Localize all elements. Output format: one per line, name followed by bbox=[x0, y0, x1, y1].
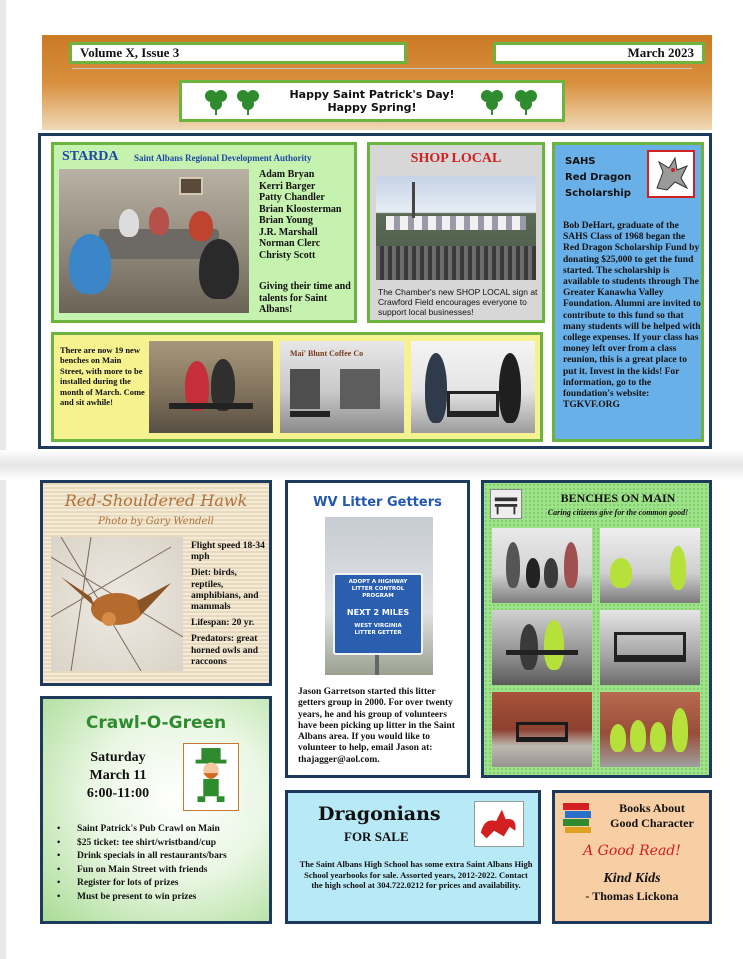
crawl-detail-item: • Must be present to win prizes bbox=[57, 891, 271, 905]
section-divider bbox=[0, 450, 743, 480]
shop-local-card bbox=[367, 142, 545, 323]
crawl-detail-item: • Fun on Main Street with friends bbox=[57, 864, 271, 878]
shop-local-caption: The Chamber's new SHOP LOCAL sign at Crawford Field encourages everyone to support local businesses! bbox=[378, 287, 538, 317]
hawk-title: Red-Shouldered Hawk bbox=[64, 491, 248, 510]
welsh-dragon-image bbox=[474, 801, 524, 847]
crawl-title: Crawl-O-Green bbox=[85, 713, 227, 733]
crawl-event-info bbox=[73, 749, 163, 803]
benches-main-subtitle: Caring citizens give for the common good! bbox=[547, 508, 689, 517]
red-dragon-logo bbox=[647, 150, 695, 198]
books-title-line: Good Character bbox=[610, 816, 694, 830]
bench-icon bbox=[490, 489, 522, 519]
shop-local-title: SHOP LOCAL bbox=[410, 151, 502, 166]
volume-label: Volume X, Issue 3 bbox=[69, 42, 407, 64]
crawl-detail-item: • Saint Patrick's Pub Crawl on Main bbox=[57, 823, 271, 837]
sahs-title-line: Red Dragon bbox=[565, 172, 632, 183]
bench-icon-graphic bbox=[491, 490, 521, 518]
coffee-shop-photo bbox=[280, 341, 404, 433]
sign-text: LITTER GETTER bbox=[354, 630, 402, 636]
member-name: J.R. Marshall bbox=[259, 226, 318, 238]
books-stack-icon bbox=[561, 799, 593, 835]
member-name: Adam Bryan bbox=[259, 169, 315, 180]
hawk-photo-credit: Photo by Gary Wendell bbox=[98, 516, 214, 527]
bench-closeup-photo bbox=[600, 610, 700, 685]
crawl-detail-item: • Register for lots of prizes bbox=[57, 877, 271, 891]
crawl-details-list bbox=[57, 823, 271, 905]
dragonians-title: Dragonians bbox=[318, 803, 441, 825]
member-name: Patty Chandler bbox=[259, 192, 325, 203]
coffee-shop-sign: Mai' Blunt Coffee Co bbox=[290, 349, 364, 358]
dragonians-card bbox=[285, 790, 541, 924]
member-name: Norman Clerc bbox=[259, 238, 321, 249]
adopt-highway-sign bbox=[333, 573, 423, 655]
member-name: Kerri Barger bbox=[259, 180, 316, 192]
shamrock-icon bbox=[478, 86, 506, 116]
dragonians-body: The Saint Albans High School has some extra Saint Albans High School yearbooks for sale. Assorted years, 2012-2022. Contact the high school at 304.722.0212 for prices and availability. bbox=[299, 859, 533, 890]
adopt-highway-sign-photo bbox=[325, 517, 433, 675]
member-name: Brian Kloosterman bbox=[259, 203, 342, 215]
leprechaun-image bbox=[183, 743, 239, 811]
books-title-line: Books About bbox=[619, 801, 685, 815]
crawl-o-green-card bbox=[40, 696, 272, 924]
starda-note: Giving their time and talents for Saint Albans! bbox=[259, 281, 351, 315]
bench-group-photo bbox=[492, 528, 592, 603]
dragon-icon bbox=[475, 802, 523, 846]
shamrock-icon bbox=[202, 86, 230, 116]
bench-install-photo-1 bbox=[600, 528, 700, 603]
bench-sitting-photo bbox=[492, 610, 592, 685]
sign-text: NEXT 2 MILES bbox=[346, 608, 410, 617]
benches-on-main-card bbox=[481, 480, 712, 778]
sign-text: PROGRAM bbox=[362, 593, 394, 599]
greeting-banner bbox=[179, 80, 565, 122]
sahs-body: Bob DeHart, graduate of the SAHS Class of 1968 began the Red Dragon Scholarship Fund by donating $25,000 to get the fund started. The scholarship is available to students through The Greater Kanawha Valley Foundation. Alumni are invited to contribute to this fund so that many students will be helped with college expenses. If your class has money left over from a class reunion, this is a great place to put it. Invest in the kids! For information, go to the foundation's website: TGKVF.ORG bbox=[563, 221, 701, 411]
benches-note-card bbox=[51, 332, 543, 442]
crawl-detail-item: • $25 ticket: tee shirt/wristband/cup bbox=[57, 837, 271, 851]
books-title bbox=[597, 801, 707, 831]
member-name: Brian Young bbox=[259, 215, 313, 226]
hawk-illustration bbox=[51, 537, 183, 671]
book-author: - Thomas Lickona bbox=[585, 889, 679, 903]
litter-body: Jason Garretson started this litter getters group in 2000. For over twenty years, he and his group of volunteers have been picking up litter in the Saint Albans area. If you would like to volunteer to help, email Jason at: thajagger@aol.com. bbox=[298, 687, 455, 765]
bench-volunteers-photo bbox=[411, 341, 535, 433]
masthead-rule bbox=[72, 68, 692, 69]
sahs-title-line: Scholarship bbox=[565, 188, 631, 199]
shop-local-sign-photo bbox=[376, 176, 536, 280]
hawk-flight-speed: Flight speed 18-34 mph bbox=[191, 541, 265, 563]
starda-title: STARDA bbox=[62, 149, 119, 164]
leprechaun-icon bbox=[184, 744, 238, 810]
litter-getters-card bbox=[285, 480, 470, 778]
issue-date: March 2023 bbox=[493, 42, 705, 64]
benches-main-title: BENCHES ON MAIN bbox=[560, 491, 676, 505]
masthead bbox=[42, 35, 712, 130]
crawl-day: Saturday bbox=[90, 750, 146, 765]
sahs-scholarship-card bbox=[552, 142, 704, 442]
dragonians-for-sale: FOR SALE bbox=[344, 829, 409, 844]
books-tagline: A Good Read! bbox=[583, 843, 681, 859]
sign-text: ADOPT A HIGHWAY bbox=[348, 579, 408, 585]
starda-meeting-photo bbox=[59, 169, 249, 313]
sign-text: LITTER CONTROL bbox=[351, 586, 405, 592]
bench-volunteer-group-photo bbox=[600, 692, 700, 767]
sahs-title-line: SAHS bbox=[565, 156, 596, 167]
crawl-time: 6:00-11:00 bbox=[86, 786, 150, 801]
starda-subtitle: Saint Albans Regional Development Authority bbox=[134, 153, 312, 163]
upper-section bbox=[38, 133, 712, 449]
starda-member-list bbox=[259, 169, 355, 261]
sahs-title bbox=[565, 154, 631, 202]
crawl-date: March 11 bbox=[89, 768, 147, 783]
hawk-card bbox=[40, 480, 272, 686]
starda-card bbox=[51, 142, 357, 323]
greeting-line-1: Happy Saint Patrick's Day! bbox=[289, 88, 455, 101]
dragon-icon bbox=[649, 152, 693, 196]
member-name: Christy Scott bbox=[259, 249, 316, 261]
hawk-diet: Diet: birds, reptiles, amphibians, and mammals bbox=[191, 568, 259, 613]
books-icon bbox=[561, 799, 593, 835]
hawk-facts bbox=[191, 541, 271, 668]
bench-brick-wall-photo bbox=[492, 692, 592, 767]
hawk-photo bbox=[51, 537, 183, 671]
books-card bbox=[552, 790, 712, 924]
bench-couple-photo bbox=[149, 341, 273, 433]
benches-note-text: There are now 19 new benches on Main Street, with more to be installed during the month of March. Come and sit awhile! bbox=[60, 345, 145, 408]
shamrock-icon bbox=[234, 86, 262, 116]
hawk-lifespan: Lifespan: 20 yr. bbox=[191, 618, 255, 629]
litter-title: WV Litter Getters bbox=[313, 495, 442, 510]
hawk-predators: Predators: great horned owls and raccoons bbox=[191, 634, 259, 667]
book-title: Kind Kids bbox=[603, 871, 661, 886]
greeting-line-2: Happy Spring! bbox=[327, 101, 417, 114]
sign-text: WEST VIRGINIA bbox=[354, 623, 402, 629]
shamrock-icon bbox=[512, 86, 540, 116]
crawl-detail-item: • Drink specials in all restaurants/bars bbox=[57, 850, 271, 864]
